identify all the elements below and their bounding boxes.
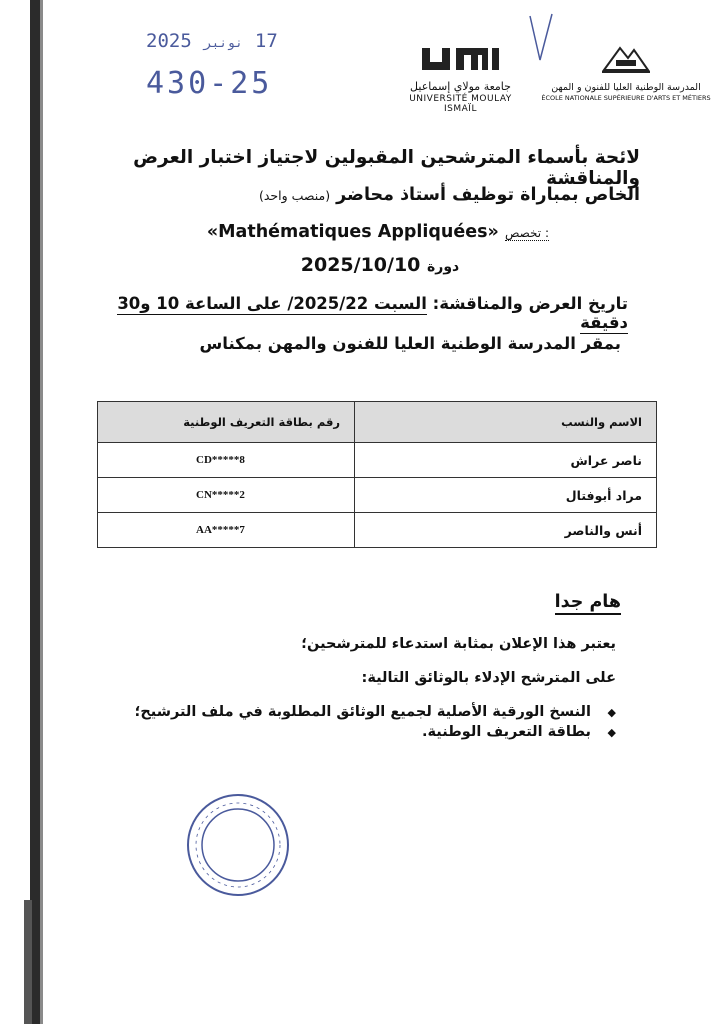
scan-edge-mark xyxy=(24,900,32,1024)
diamond-bullet-icon: ◆ xyxy=(607,726,616,739)
column-header-cin: رقم بطاقة التعريف الوطنية xyxy=(98,402,355,443)
ensam-name-fr: ÉCOLE NATIONALE SUPÉRIEURE D'ARTS ET MÉTIERS xyxy=(541,94,711,102)
document-text: النسخ الورقية الأصلية لجميع الوثائق المطلوبة في ملف الترشيح؛ xyxy=(134,704,591,720)
diamond-bullet-icon: ◆ xyxy=(607,706,616,719)
candidate-cin: AA*****7 xyxy=(98,513,355,548)
table-row xyxy=(98,478,657,513)
umi-name-fr: UNIVERSITÉ MOULAY ISMAÏL xyxy=(409,94,512,114)
title-line-2-text: الخاص بمباراة توظيف أستاذ محاضر xyxy=(336,185,640,205)
required-documents-list xyxy=(56,700,616,744)
official-seal-stamp xyxy=(185,792,291,898)
stamp-day: 17 xyxy=(254,30,278,52)
candidate-cin: CN*****2 xyxy=(98,478,355,513)
candidates-table xyxy=(97,401,657,548)
candidate-name: أنس والناصر xyxy=(355,513,657,548)
table-header-row xyxy=(98,402,657,443)
table-row xyxy=(98,443,657,478)
document-text: بطاقة التعريف الوطنية. xyxy=(421,724,591,740)
umi-logo-icon xyxy=(416,44,506,74)
ensam-name-ar: المدرسة الوطنية العليا للفنون و المهن xyxy=(551,82,701,93)
scan-edge-bar xyxy=(30,0,40,1024)
venue-line: بمقر المدرسة الوطنية العليا للفنون والمهن بمكناس xyxy=(199,334,621,353)
schedule-prefix: تاريخ العرض والمناقشة: xyxy=(432,294,628,313)
stamp-month: نونبر xyxy=(203,36,243,51)
candidate-cin: CD*****8 xyxy=(98,443,355,478)
session-label: دورة xyxy=(427,259,460,275)
table-row xyxy=(98,513,657,548)
umi-logo xyxy=(398,44,523,114)
session-date: 2025/10/10 xyxy=(300,254,421,276)
specialty-line xyxy=(0,222,549,242)
reception-stamp xyxy=(146,30,278,101)
important-heading: هام جدا xyxy=(555,592,621,615)
list-item xyxy=(56,724,616,740)
stamp-year: 2025 xyxy=(146,30,192,52)
ensam-logo-icon xyxy=(596,42,656,76)
notice-documents-intro: على المترشح الإدلاء بالوثائق التالية: xyxy=(361,670,616,686)
specialty-value: «Mathématiques Appliquées» xyxy=(206,222,499,242)
stamp-reference: 430-25 xyxy=(146,66,273,101)
schedule-line xyxy=(68,294,628,332)
specialty-label: تخصص : xyxy=(504,226,549,240)
column-header-name: الاسم والنسب xyxy=(355,402,657,443)
ensam-logo xyxy=(540,42,712,102)
schedule-value: السبت 2025/22/ على الساعة 10 و30 دقيقة xyxy=(117,294,628,332)
list-item xyxy=(56,704,616,720)
notice-convocation: يعتبر هذا الإعلان بمثابة استدعاء للمترشحين؛ xyxy=(301,636,616,652)
candidate-name: مراد أبوفتال xyxy=(355,478,657,513)
position-count-note: (منصب واحد) xyxy=(258,188,331,203)
scan-edge-highlight xyxy=(40,0,43,1024)
umi-name-ar: جامعة مولاي إسماعيل xyxy=(410,80,511,93)
candidate-name: ناصر عراش xyxy=(355,443,657,478)
session-line xyxy=(280,254,480,276)
title-line-1: لائحة بأسماء المترشحين المقبولين لاجتياز اختبار العرض والمناقشة xyxy=(133,147,640,189)
title-line-2 xyxy=(80,185,640,205)
